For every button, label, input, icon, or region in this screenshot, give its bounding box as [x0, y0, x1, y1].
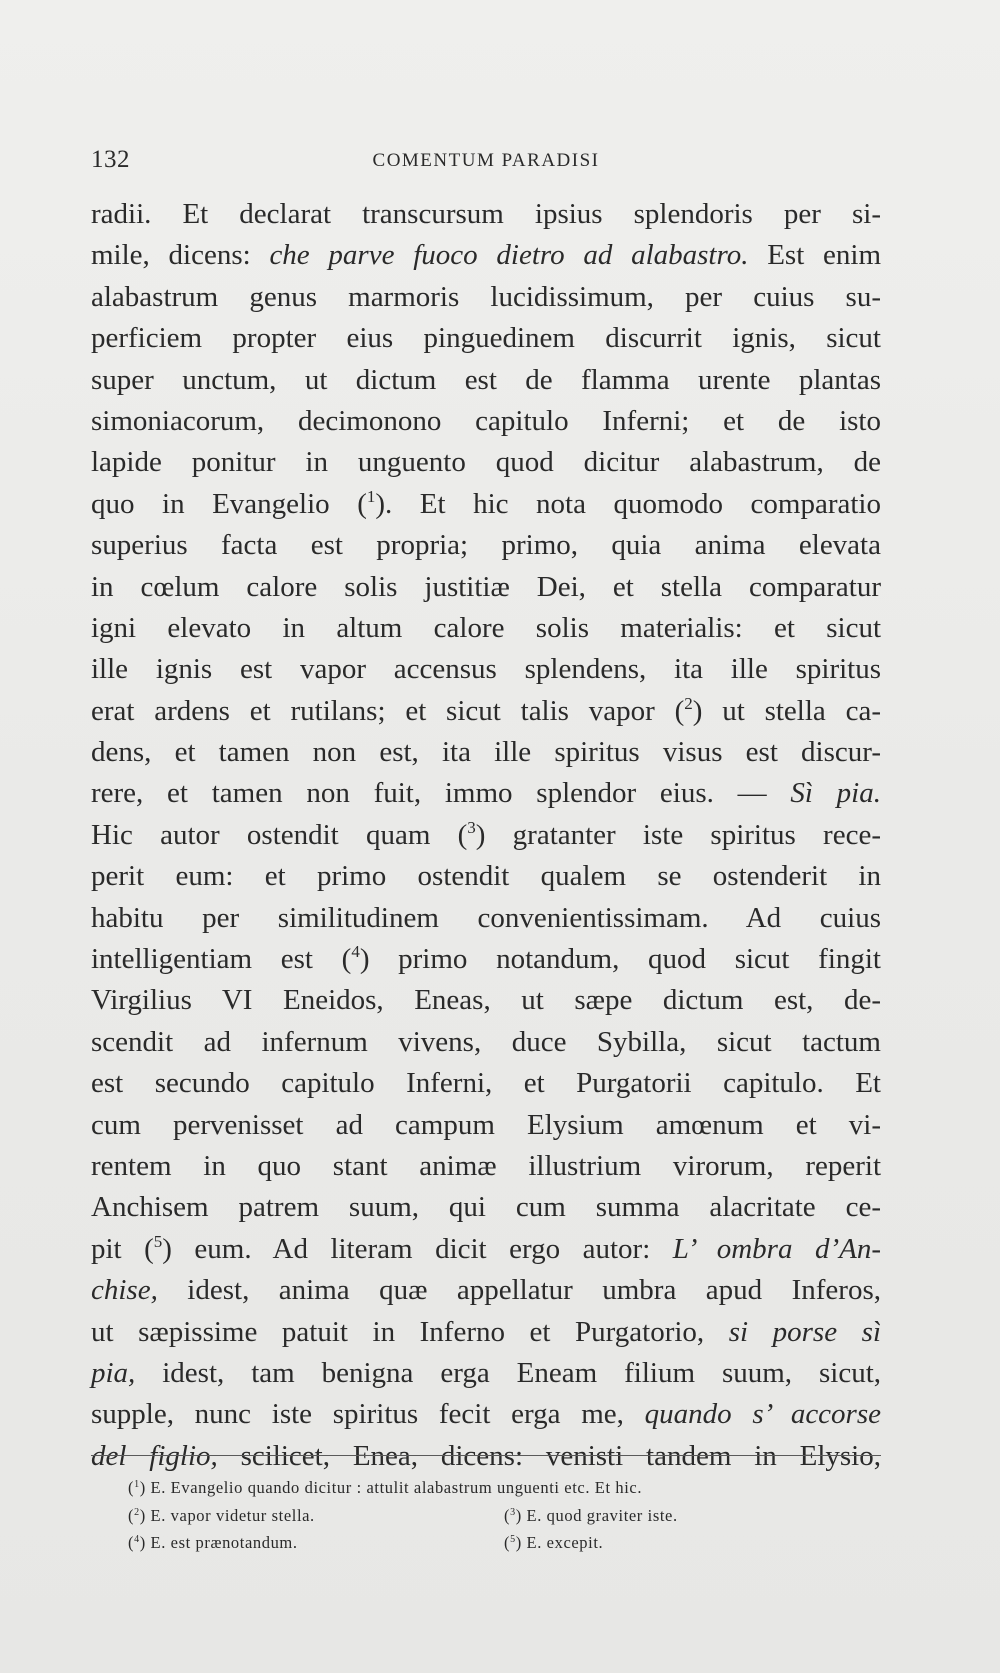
footnote: ($^4$) E. est prænotandum.	[128, 1533, 298, 1552]
text-line	[91, 1063, 881, 1104]
text-run: simoniacorum, decimonono capitulo Inferni; et de isto	[91, 404, 881, 437]
text-line	[91, 1394, 881, 1435]
text-run: super unctum, ut dictum est de flamma urente plantas	[91, 363, 881, 396]
text-line	[91, 773, 881, 814]
text-run: ille ignis est vapor accensus splendens, ita ille spiritus	[91, 653, 881, 686]
text-line	[91, 318, 881, 359]
page-header	[91, 146, 881, 176]
text-line	[91, 1353, 881, 1394]
text-line	[91, 898, 881, 939]
text-line	[91, 649, 881, 690]
footnote: ($^3$) E. quod graviter iste.	[504, 1505, 678, 1525]
italic-quote: Sì pia.	[790, 777, 881, 810]
text-line	[91, 815, 881, 856]
text-run: Est enim	[748, 239, 881, 272]
footnote: ($^2$) E. vapor videtur stella.	[128, 1505, 315, 1525]
text-run: ) ut stella ca-	[692, 694, 881, 727]
text-run: Anchisem patrem suum, qui cum summa alacritate ce-	[91, 1191, 881, 1224]
text-run: dens, et tamen non est, ita ille spiritus visus est discur-	[91, 736, 881, 769]
footnote: ($^1$) E. Evangelio quando dicitur : attulit alabastrum unguenti etc. Et hic.	[128, 1478, 643, 1497]
footnote-row	[128, 1529, 888, 1557]
text-run: scendit ad infernum vivens, duce Sybilla, sicut tactum	[91, 1025, 881, 1058]
footnote-row	[128, 1474, 888, 1502]
text-run: idest, anima quæ appellatur umbra apud Inferos,	[157, 1274, 881, 1307]
text-line	[91, 194, 881, 235]
body-text	[91, 194, 881, 1477]
text-run: radii. Et declarat transcursum ipsius splendoris per si-	[91, 198, 881, 230]
italic-quote: chise,	[91, 1274, 158, 1307]
text-run: ). Et hic nota quomodo comparatio	[375, 487, 881, 520]
text-run: ) primo notandum, quod sicut fingit	[359, 943, 881, 976]
text-line	[91, 1312, 881, 1353]
text-line	[91, 980, 881, 1021]
text-line	[91, 235, 881, 276]
footnote-number: 5	[510, 1534, 516, 1545]
italic-quote: che parve fuoco dietro ad alabastro.	[269, 239, 749, 272]
text-line	[91, 1187, 881, 1228]
text-run: perficiem propter eius pinguedinem discurrit ignis, sicut	[91, 322, 881, 355]
text-run: rere, et tamen non fuit, immo splendor eius. —	[91, 777, 791, 810]
text-run: quo in Evangelio (	[91, 487, 367, 520]
text-line	[91, 277, 881, 318]
footnote-text: E. excepit.	[526, 1533, 604, 1552]
text-line	[91, 732, 881, 773]
text-run: perit eum: et primo ostendit qualem se ostenderit in	[91, 860, 881, 893]
text-run: intelligentiam est (	[91, 943, 352, 976]
italic-quote: quando s’ accorse	[644, 1398, 881, 1431]
text-run: erat ardens et rutilans; et sicut talis vapor (	[91, 694, 685, 727]
footnote: ($^5$) E. excepit.	[504, 1533, 604, 1552]
text-line	[91, 442, 881, 483]
footnote-number: 2	[134, 1506, 140, 1518]
text-run: Hic autor ostendit quam (	[91, 818, 468, 851]
text-line	[91, 360, 881, 401]
text-run: supple, nunc iste spiritus fecit erga me,	[91, 1398, 645, 1431]
text-line	[91, 567, 881, 608]
footnote-rule	[91, 1455, 881, 1456]
text-line	[91, 1022, 881, 1063]
text-line	[91, 1270, 881, 1311]
text-run: ) eum. Ad literam dicit ergo autor:	[162, 1232, 673, 1265]
text-run: alabastrum genus marmoris lucidissimum, per cuius su-	[91, 280, 881, 313]
footnote-ref: 2	[684, 693, 693, 713]
text-line	[91, 1436, 881, 1477]
text-run: pit (	[91, 1232, 154, 1265]
text-run: ut sæpissime patuit in Inferno et Purgatorio,	[91, 1315, 729, 1348]
footnote-ref: 5	[153, 1231, 163, 1251]
footnote-text: E. Evangelio quando dicitur : attulit alabastrum unguenti etc. Et hic.	[150, 1478, 643, 1497]
footnote-number: 3	[510, 1506, 516, 1518]
text-run: rentem in quo stant animæ illustrium virorum, reperit	[91, 1149, 881, 1182]
text-run: ) gratanter iste spiritus rece-	[475, 818, 881, 851]
text-run: scilicet, Enea, dicens: venisti tandem in Elysio,	[217, 1439, 881, 1472]
text-run: mile, dicens:	[91, 239, 270, 272]
text-line	[91, 1229, 881, 1270]
footnote-text: E. est prænotandum.	[150, 1533, 298, 1552]
footnote-ref: 3	[467, 817, 476, 837]
text-run: cum pervenisset ad campum Elysium amœnum et vi-	[91, 1108, 881, 1141]
text-line	[91, 608, 881, 649]
footnote-ref: 4	[351, 942, 360, 962]
footnote-text: E. quod graviter iste.	[526, 1505, 678, 1525]
text-line	[91, 525, 881, 566]
footnotes	[128, 1474, 888, 1557]
text-line	[91, 691, 881, 732]
italic-quote: pia,	[91, 1356, 136, 1389]
text-run: superius facta est propria; primo, quia anima elevata	[91, 529, 881, 562]
text-line	[91, 1146, 881, 1187]
text-run: igni elevato in altum calore solis materialis: et sicut	[91, 611, 881, 644]
footnote-row	[128, 1502, 888, 1530]
page-number: 132	[91, 146, 130, 173]
text-run: in cœlum calore solis justitiæ Dei, et stella comparatur	[91, 570, 881, 603]
text-line	[91, 856, 881, 897]
italic-quote: del figlio,	[91, 1439, 218, 1472]
text-line	[91, 1105, 881, 1146]
footnote-ref: 1	[366, 486, 376, 506]
footnote-number: 1	[134, 1479, 140, 1490]
text-run: est secundo capitulo Inferni, et Purgatorii capitulo. Et	[91, 1067, 881, 1100]
italic-quote: si porse sì	[728, 1315, 881, 1348]
text-run: Virgilius VI Eneidos, Eneas, ut sæpe dictum est, de-	[91, 984, 881, 1017]
text-run: habitu per similitudinem convenientissimam. Ad cuius	[91, 901, 881, 934]
running-title: COMENTUM PARADISI	[372, 150, 600, 171]
text-line	[91, 401, 881, 442]
text-line	[91, 484, 881, 525]
text-run: idest, tam benigna erga Eneam filium suum, sicut,	[135, 1356, 881, 1389]
footnote-text: E. vapor videtur stella.	[150, 1505, 315, 1525]
italic-quote: L’ ombra d’An-	[672, 1232, 881, 1265]
footnote-number: 4	[134, 1534, 140, 1545]
text-line	[91, 939, 881, 980]
text-run: lapide ponitur in unguento quod dicitur alabastrum, de	[91, 446, 881, 479]
